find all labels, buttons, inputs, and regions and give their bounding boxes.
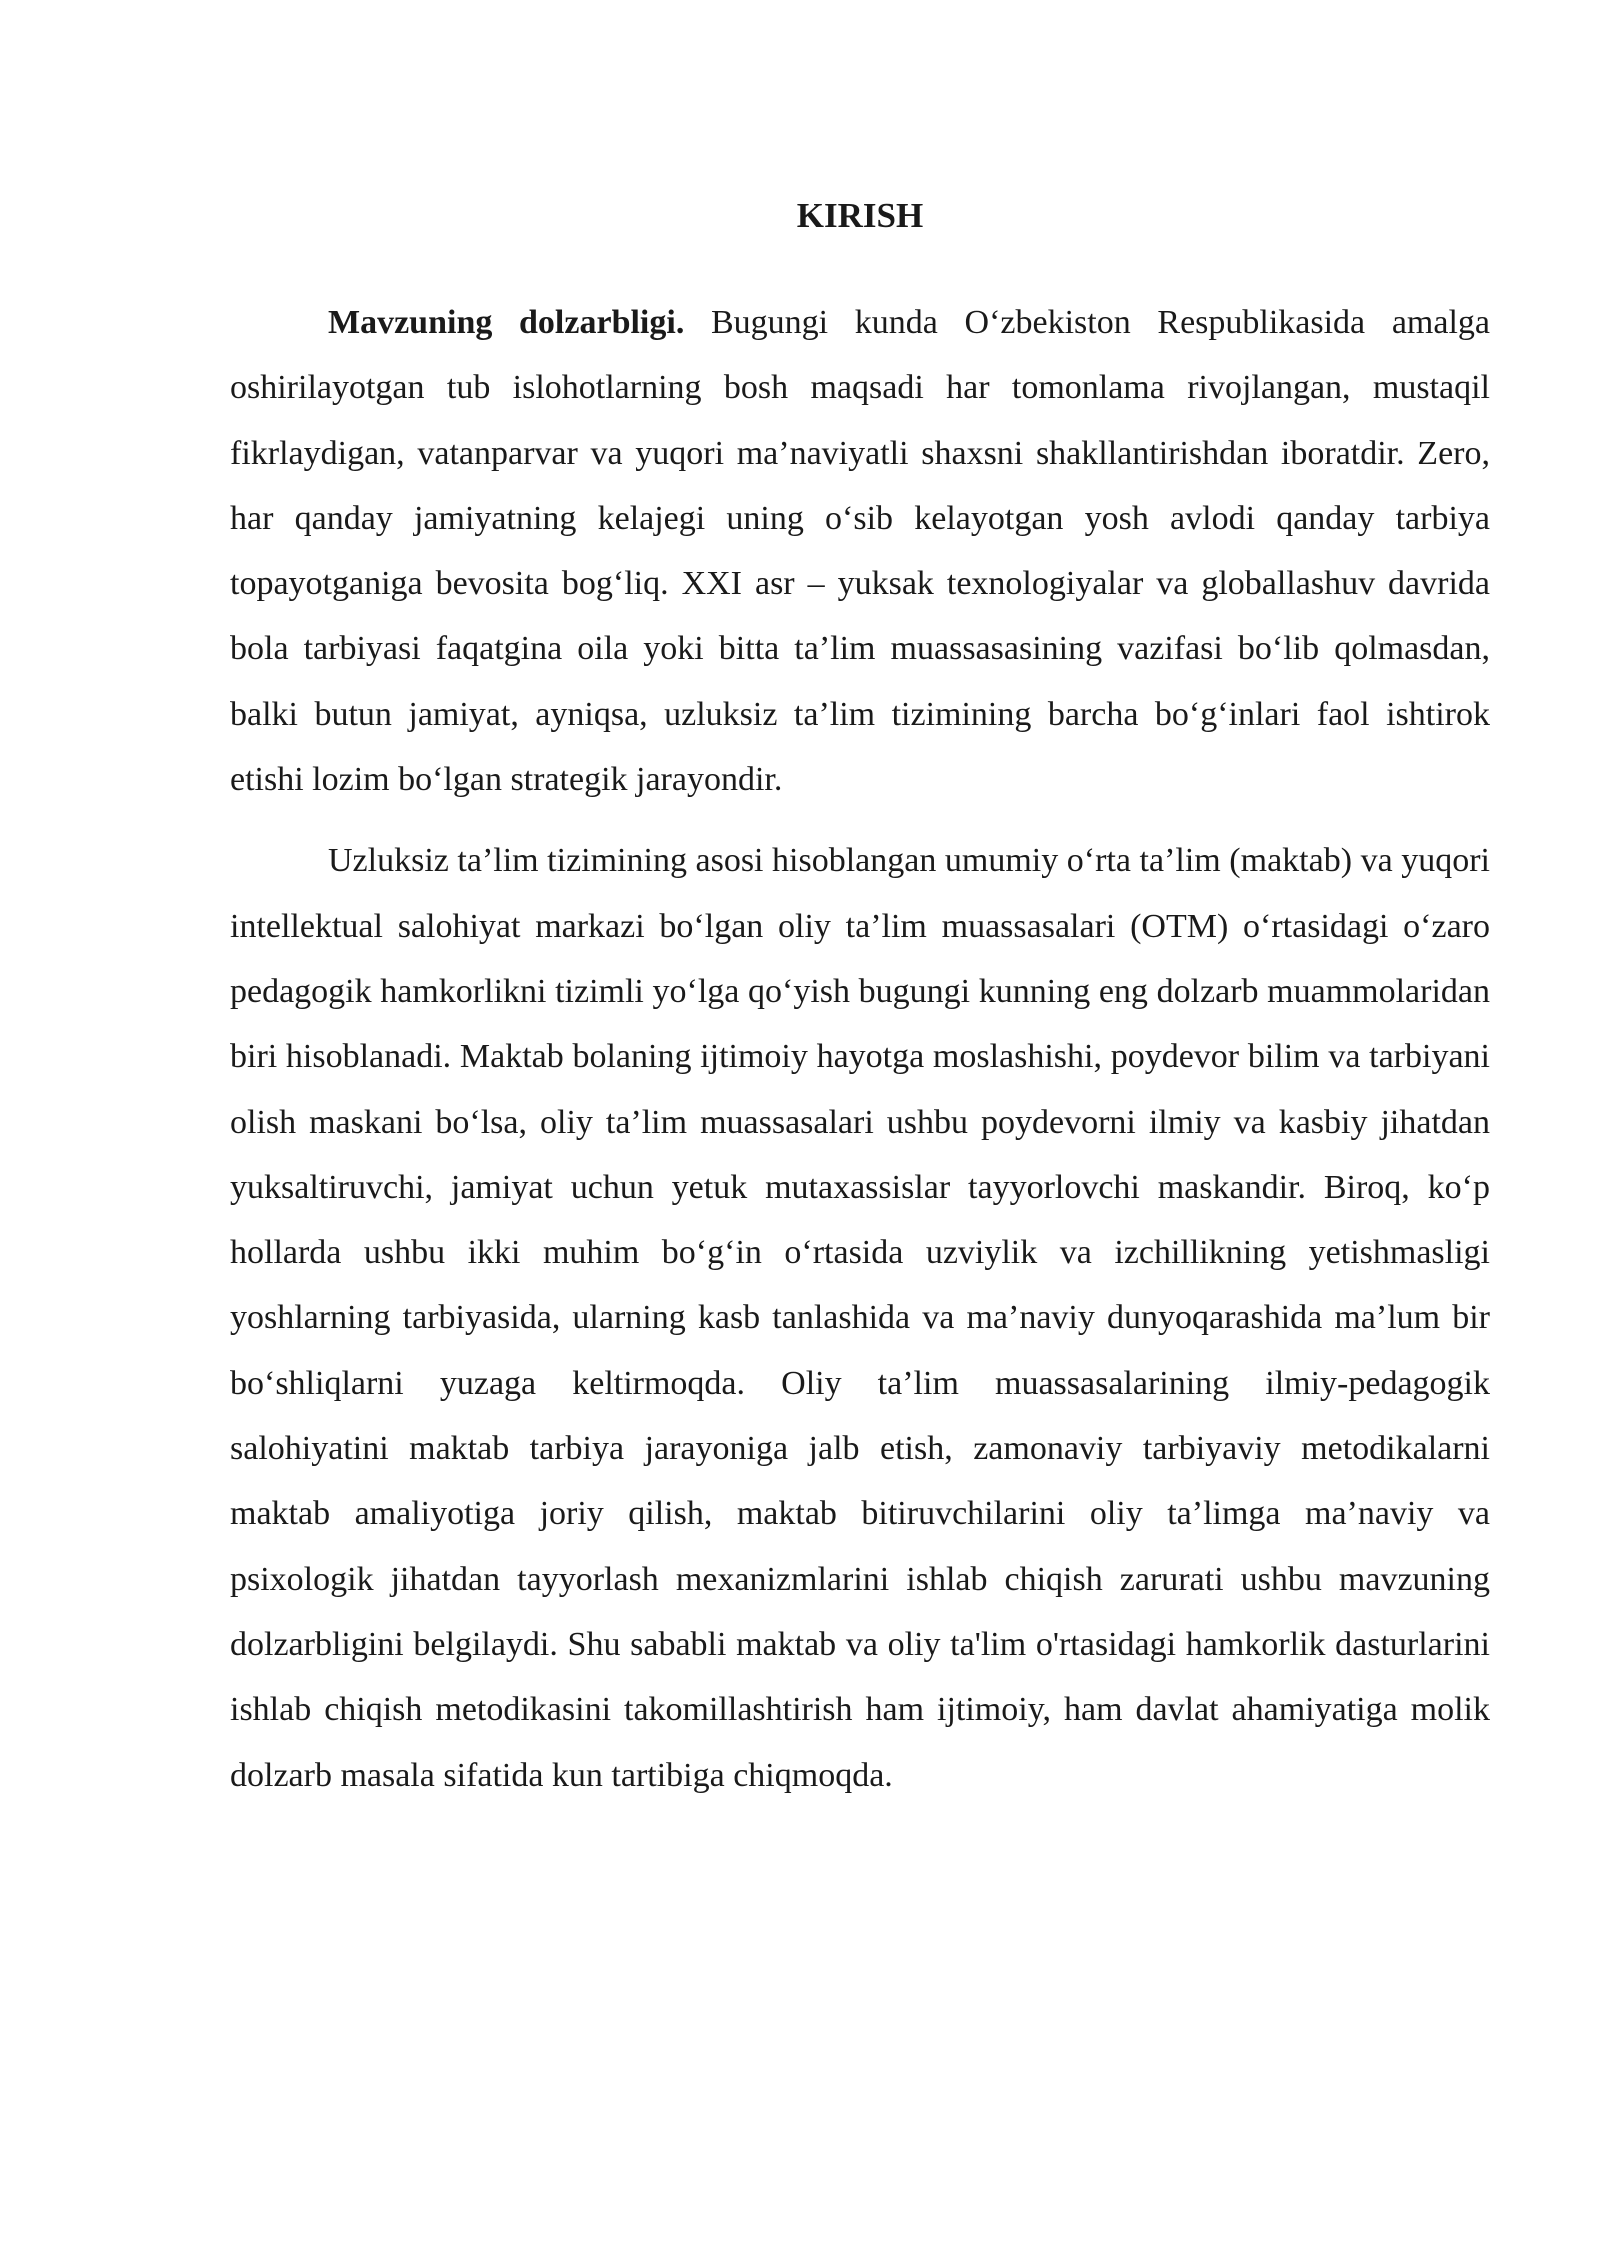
paragraph-relevance	[230, 290, 1490, 812]
section-title: KIRISH	[796, 196, 924, 235]
paragraph-text: Bugungi kunda O‘zbekiston Respublikasida amalga oshirilayotgan tub islohotlarning bosh maqsadi har tomonlama rivojlangan, mustaqil fikrlaydigan, vatanparvar va yuqori ma’naviyatli shaxsni shakllantirishdan iboratdir. Zero, har qanday jamiyatning kelajegi uning o‘sib kelayotgan yosh avlodi qanday tarbiya topayotganiga bevosita bog‘liq. XXI asr – yuksak texnologiyalar va globallashuv davrida bola tarbiyasi faqatgina oila yoki bitta ta’lim muassasasining vazifasi bo‘lib qolmasdan, balki butun jamiyat, ayniqsa, uzluksiz ta’lim tizimining barcha bo‘g‘inlari faol ishtirok etishi lozim bo‘lgan strategik jarayondir.	[230, 304, 1490, 799]
paragraph-text: Uzluksiz ta’lim tizimining asosi hisoblangan umumiy o‘rta ta’lim (maktab) va yuqori intellektual salohiyat markazi bo‘lgan oliy ta’lim muassasalari (OTM) o‘rtasidagi o‘zaro pedagogik hamkorlikni tizimli yo‘lga qo‘yish bugungi kunning eng dolzarb muammolaridan biri hisoblanadi. Maktab bolaning ijtimoiy hayotga moslashishi, poydevor bilim va tarbiyani olish maskani bo‘lsa, oliy ta’lim muassasalari ushbu poydevorni ilmiy va kasbiy jihatdan yuksaltiruvchi, jamiyat uchun yetuk mutaxassislar tayyorlovchi maskandir. Biroq, ko‘p hollarda ushbu ikki muhim bo‘g‘in o‘rtasida uzviylik va izchillikning yetishmasligi yoshlarning tarbiyasida, ularning kasb tanlashida va ma’naviy dunyoqarashida ma’lum bir bo‘shliqlarni yuzaga keltirmoqda. Oliy ta’lim muassasalarining ilmiy-pedagogik salohiyatini maktab tarbiya jarayoniga jalb etish, zamonaviy tarbiyaviy metodikalarni maktab amaliyotiga joriy qilish, maktab bitiruvchilarini oliy ta’limga ma’naviy va psixologik jihatdan tayyorlash mexanizmlarini ishlab chiqish zarurati ushbu mavzuning dolzarbligini belgilaydi. Shu sababli maktab va oliy ta'lim o'rtasidagi hamkorlik dasturlarini ishlab chiqish metodikasini takomillashtirish ham ijtimoiy, ham davlat ahamiyatiga molik dolzarb masala sifatida kun tartibiga chiqmoqda.	[230, 842, 1490, 1794]
paragraph-lead-heading: Mavzuning dolzarbligi.	[328, 304, 685, 341]
document-body	[230, 290, 1490, 1824]
paragraph-continuous-education	[230, 828, 1490, 1807]
